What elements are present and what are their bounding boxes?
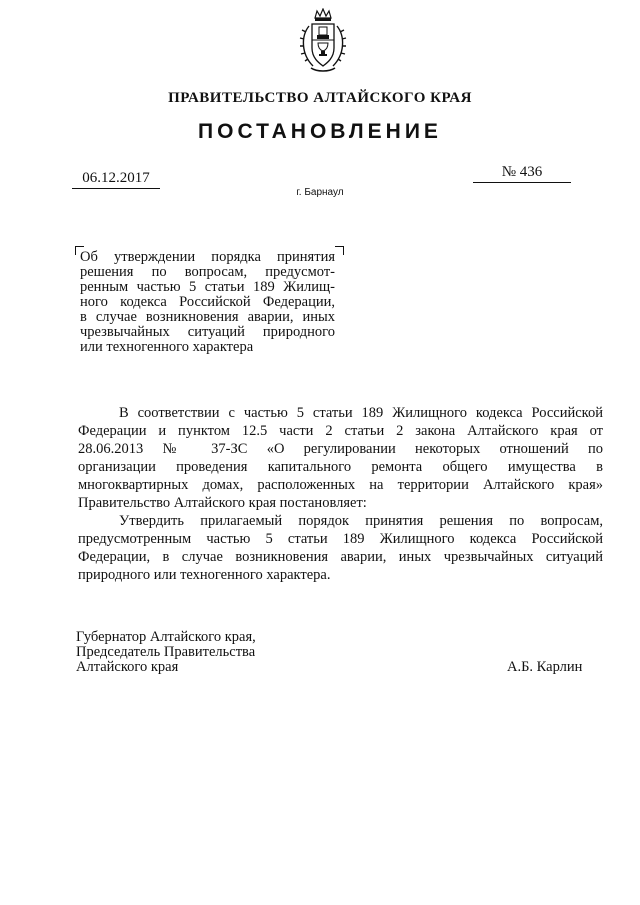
subject-line: чрезвычайных ситуаций природного bbox=[80, 324, 335, 340]
subject-line: ного кодекса Российской Федерации, bbox=[80, 294, 335, 310]
body-line: В соответствии с частью 5 статьи 189 Жилищного кодекса Российской bbox=[119, 405, 603, 421]
signer-name: А.Б. Карлин bbox=[507, 659, 583, 675]
body-line: Федерации и пунктом 12.5 части 2 статьи 2 закона Алтайского края от bbox=[78, 423, 603, 439]
subject-corner-right bbox=[335, 246, 344, 255]
document-number: № 436 bbox=[473, 164, 571, 183]
subject-line: ренным частью 5 статьи 189 Жилищ- bbox=[80, 279, 335, 295]
body-line: 28.06.2013 № 37-ЗС «О регулировании некоторых отношений по bbox=[78, 441, 603, 457]
signer-line: Алтайского края bbox=[76, 659, 179, 675]
signer-line: Губернатор Алтайского края, bbox=[76, 629, 256, 645]
subject-line: Об утверждении порядка принятия bbox=[80, 249, 335, 265]
signer-position bbox=[76, 630, 256, 675]
document-body bbox=[78, 404, 603, 584]
document-subject bbox=[80, 250, 335, 355]
body-line: Правительство Алтайского края постановляет: bbox=[78, 495, 367, 511]
subject-line: в случае возникновения аварии, иных bbox=[80, 309, 335, 325]
body-line: Федерации, в случае возникновения аварии, иных чрезвычайных ситуаций bbox=[78, 549, 603, 565]
signer-line: Председатель Правительства bbox=[76, 644, 256, 660]
body-line: многоквартирных домах, расположенных на территории Алтайского края» bbox=[78, 477, 603, 493]
body-line: Утвердить прилагаемый порядок принятия решения по вопросам, bbox=[119, 513, 603, 529]
document-city: г. Барнаул bbox=[296, 187, 344, 198]
government-title: ПРАВИТЕЛЬСТВО АЛТАЙСКОГО КРАЯ bbox=[168, 90, 472, 106]
body-line: природного или техногенного характера. bbox=[78, 567, 331, 583]
subject-line: решения по вопросам, предусмот- bbox=[80, 264, 335, 280]
subject-line: или техногенного характера bbox=[80, 339, 254, 355]
altai-coat-of-arms-emblem bbox=[297, 8, 349, 76]
body-line: организации проведения капитального ремонта общего имущества в bbox=[78, 459, 603, 475]
body-line: предусмотренным частью 5 статьи 189 Жилищного кодекса Российской bbox=[78, 531, 603, 547]
document-date: 06.12.2017 bbox=[72, 170, 160, 189]
document-type-title: ПОСТАНОВЛЕНИЕ bbox=[198, 120, 442, 143]
